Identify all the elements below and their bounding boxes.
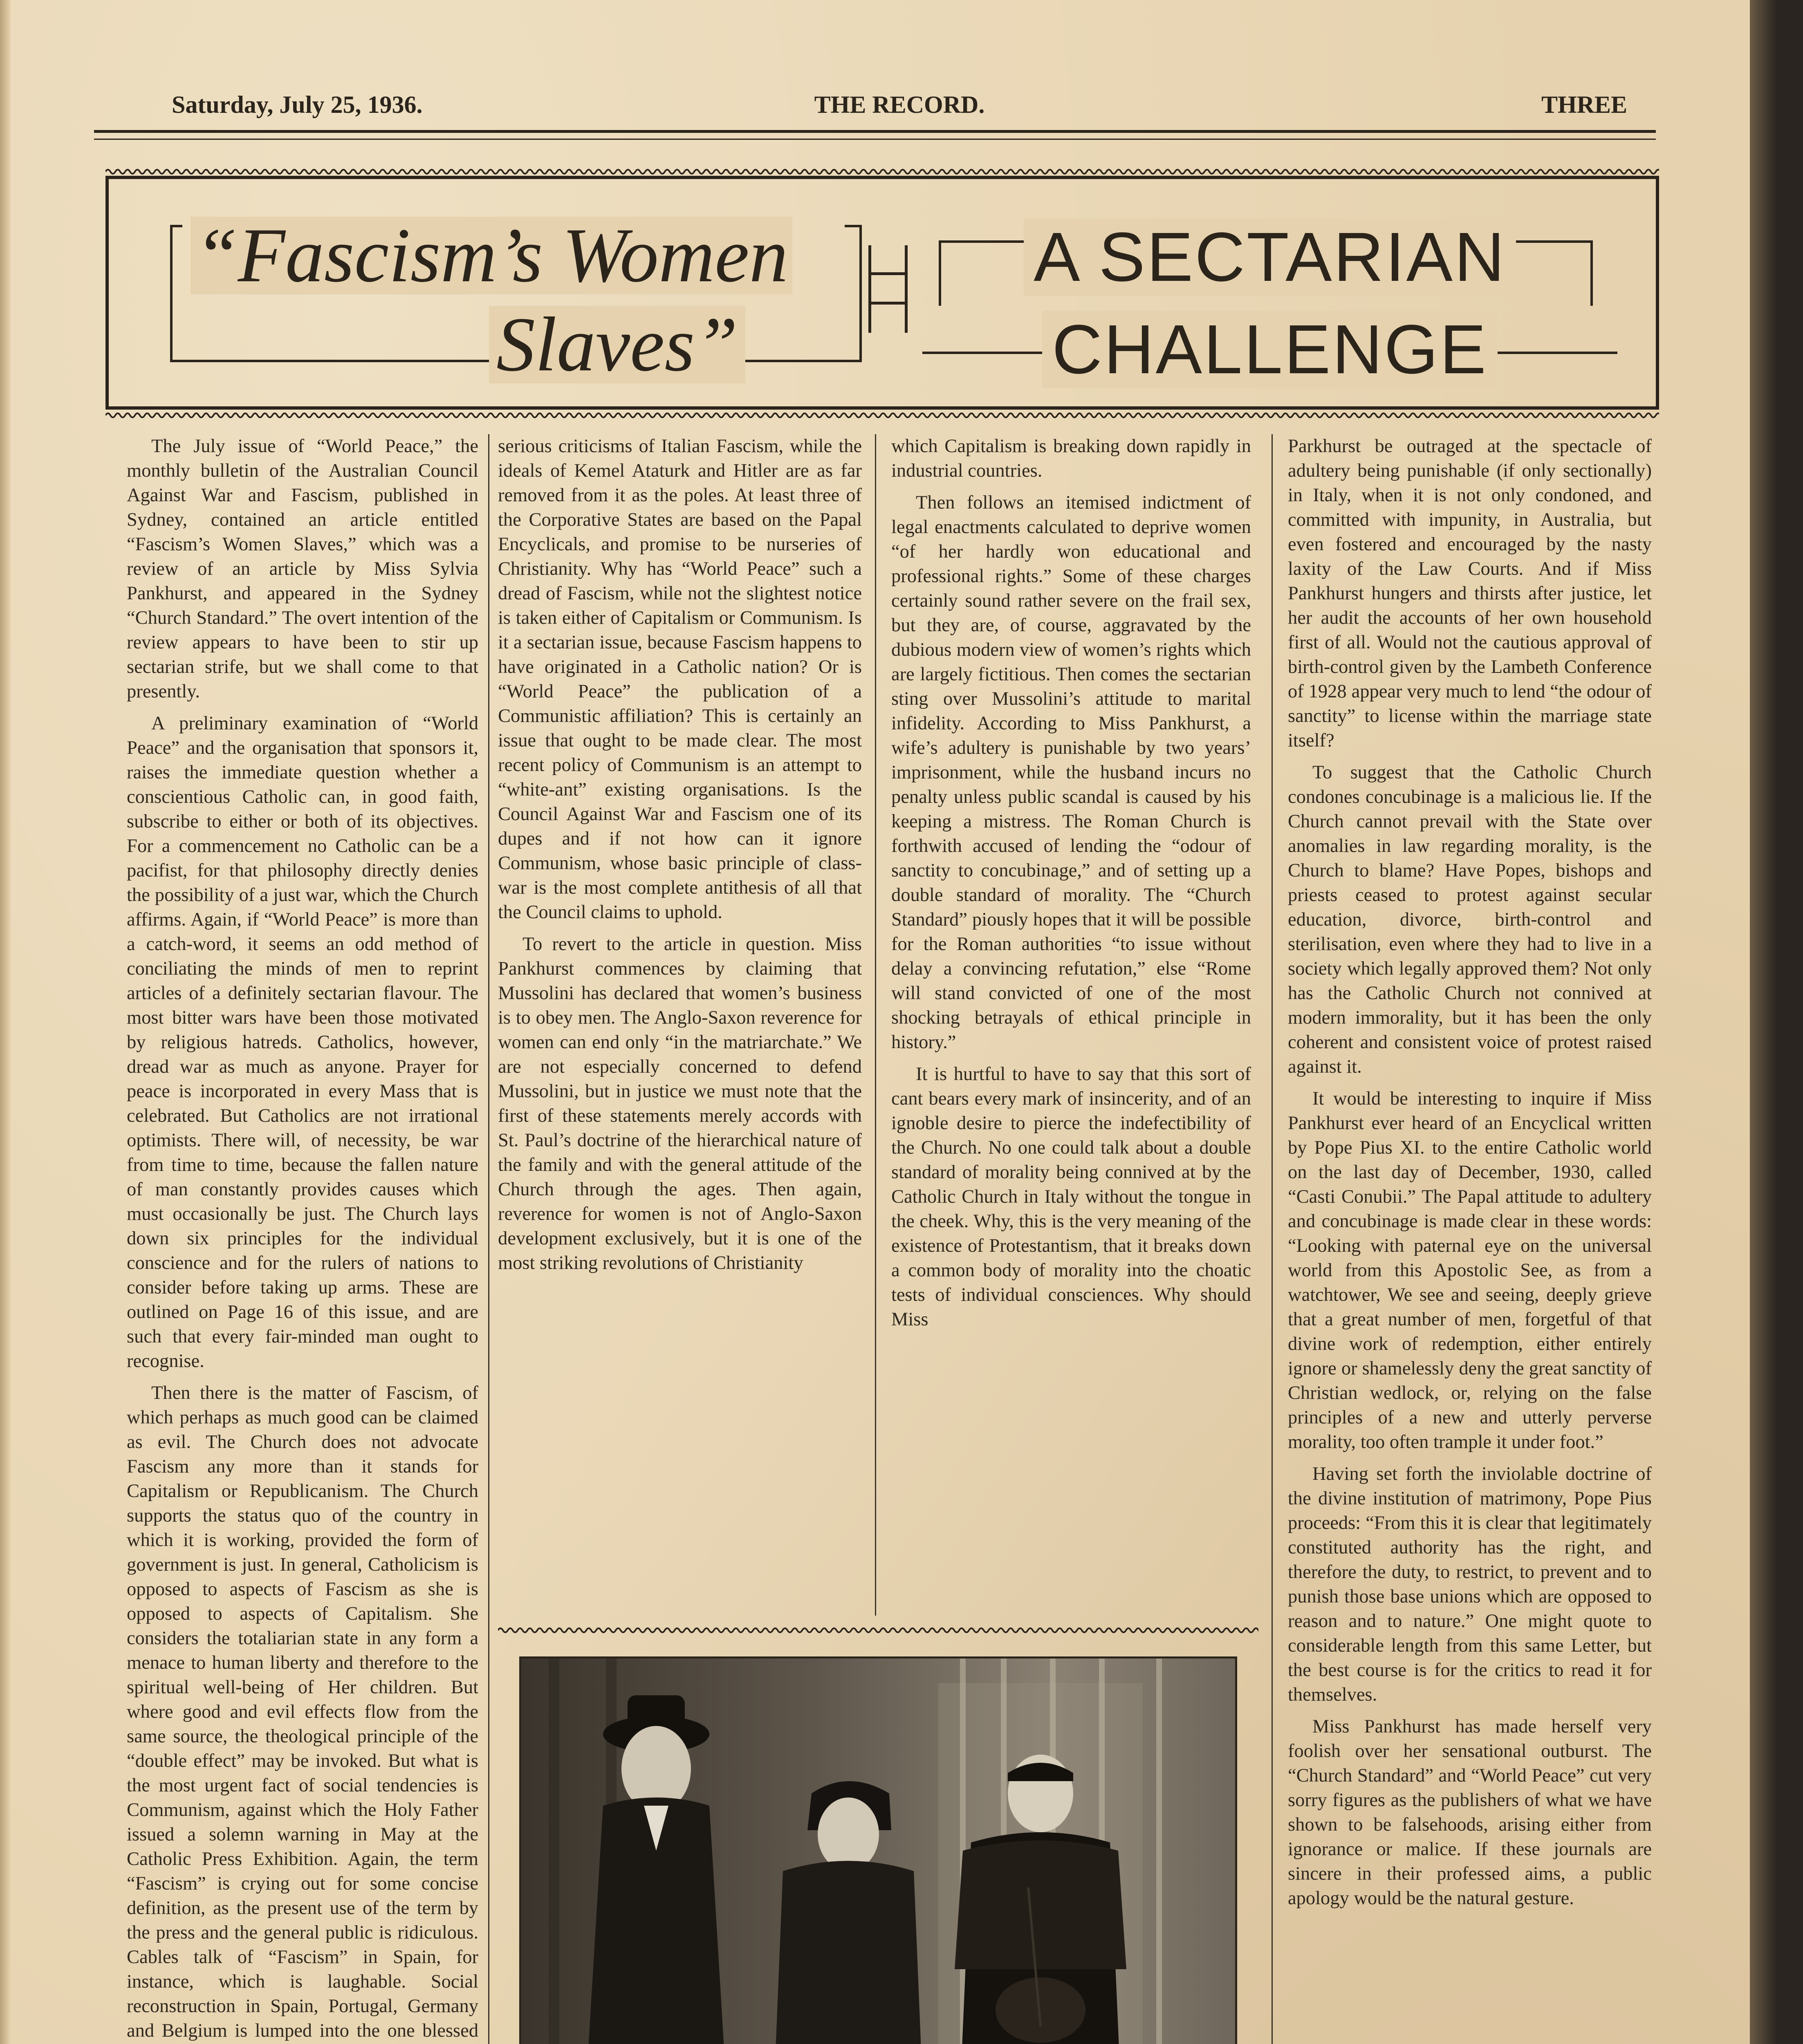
article-paragraph: Having set forth the inviolable doctrine of the divine institution of matrimony, Pope Pius proceeds: “From this it is clear that legitimately constituted authority has the right, and therefore the duty, to restrict, to prevent and to punish those base unions which are opposed to reason and to nature.” One might quote to considerable length from this same Letter, but the best course is for the critics to read it for themselves.: [1288, 1464, 1652, 1705]
newspaper-name: THE RECORD.: [814, 91, 985, 118]
article-paragraph: It would be interesting to inquire if Miss Pankhurst ever heard of an Encyclical written by Pope Pius XI. to the entire Catholic world on the last day of December, 1930, called “Casti Conubii.” The Papal attitude to adultery and concubinage is made clear in these words: “Looking with paternal eye on the universal world from this Apostolic See, as from a watchtower, We see and seeing, deeply grieve that a great number of men, forgetful of that divine work of redemption, either entirely ignore or shamelessly deny the great sanctity of Christian wedlock, or, relying on the false principles of a new and utterly perverse morality, too often trample it under foot.”: [1288, 1088, 1652, 1452]
article-column-1: [127, 434, 478, 2044]
column-rule: [1272, 434, 1273, 2044]
article-paragraph: Miss Pankhurst has made herself very foolish over her sensational outburst. The “Church Standard” and “World Peace” cut very sorry figures as the publishers of what we have shown to be falsehoods, arising either from ignorance or malice. If these journals are sincere in their professed aims, a public apology would be the natural gesture.: [1288, 1716, 1652, 1909]
article-paragraph: A preliminary examination of “World Peace” and the organisation that sponsors it, raises the immediate question whether a conscientious Catholic can, in good faith, subscribe to either or both of its objectives. For a commencement no Catholic can be a pacifist, for that philosophy directly denies the possibility of a just war, which the Church affirms. Again, if “World Peace” is more than a catch-word, it seems an odd method of conciliating the minds of men to reprint articles of a definitely sectarian flavour. The most bitter wars have been those motivated by religious hatreds. Catholics, however, dread war as much as anyone. Prayer for peace is incorporated in every Mass that is celebrated. But Catholics are not irrational optimists. There will, of necessity, be war from time to time, because the fallen nature of man constantly provides causes which must occasionally be just. The Church lays down six principles for the individual conscience and for the rulers of nations to consider before taking up arms. These are outlined on Page 16 of this issue, and are such that every fair-minded man ought to recognise.: [127, 713, 478, 1372]
headline-left-line2: Slaves”: [489, 306, 745, 383]
news-photograph: [519, 1656, 1237, 2044]
article-paragraph: which Capitalism is breaking down rapidly in industrial countries.: [891, 436, 1251, 481]
page-edge: [1750, 0, 1776, 2044]
headline-left-line1: “Fascism’s Women: [191, 217, 792, 294]
article-column-3: [891, 434, 1251, 1616]
header-rule: [94, 130, 1656, 140]
issue-date: Saturday, July 25, 1936.: [172, 91, 423, 118]
article-paragraph: To revert to the article in question. Miss Pankhurst commences by claiming that Mussolini has declared that women’s business is to obey men. The Anglo-Saxon reverence for women can end only “in the matriarchate.” We are not especially concerned to defend Mussolini, but in justice we must note that the first of these statements merely accords with St. Paul’s doctrine of the hierarchical nature of the family and with the general attitude of the Church through the ages. Then again, reverence for women is not of Anglo-Saxon development exclusively, but it is one of the most striking revolutions of Christianity: [498, 934, 862, 1273]
article-paragraph: Parkhurst be outraged at the spectacle of adultery being punishable (if only sectionally) in Italy, when it is not only condoned, and committed with impunity, in Australia, but even fostered and encouraged by the nasty laxity of the Law Courts. And if Miss Pankhurst hungers and thirsts after justice, let her audit the accounts of her own household first of all. Would not the cautious approval of birth-control given by the Lambeth Conference of 1928 appear very much to lend “the odour of sanctity” to license within the marriage state itself?: [1288, 436, 1652, 751]
headline-box: [105, 176, 1659, 410]
binding-edge: [0, 0, 11, 2044]
wavy-rule-photo: [498, 1625, 1258, 1635]
page-number: THREE: [1541, 91, 1627, 118]
article-paragraph: Then there is the matter of Fascism, of which perhaps as much good can be claimed as evil. The Church does not advocate Fascism any more than it stands for Capitalism or Republicanism. The Church supports the status quo of the country in which it is working, provided the form of government is just. In general, Catholicism is opposed to aspects of Fascism as she is opposed to aspects of Capitalism. She considers the totaliarian state in any form a menace to human liberty and therefore to the spiritual well-being of Her children. But where good and evil effects flow from the same source, the theological principle of the “double effect” may be invoked. But what is the most urgent fact of social tendencies is Communism, against which the Holy Father issued a solemn warning in May at the Catholic Press Exhibition. Again, the term “Fascism” is crying out for some concise definition, as the present use of the term by the press and the general public is ridiculous. Cables talk of “Fascism” in Spain, for instance, which is laughable. Social reconstruction in Spain, Portugal, Germany and Belgium is lumped into the one blessed: [127, 1383, 478, 2041]
article-paragraph: To suggest that the Catholic Church condones concubinage is a malicious lie. If the Church cannot prevail with the State over anomalies in law regarding morality, is the Church to blame? Have Popes, bishops and priests ceased to protest against secular education, divorce, birth-control and sterilisation, even where they had to live in a society which legally approved them? Not only has the Catholic Church not connived at modern immorality, but it has been the only coherent and consistent voice of protest raised against it.: [1288, 762, 1652, 1077]
column-rule: [488, 434, 489, 2044]
article-paragraph: serious criticisms of Italian Fascism, while the ideals of Kemel Ataturk and Hitler are as far removed from it as the poles. At least three of the Corporative States are based on the Papal Encyclicals, and promise to be nurseries of Christianity. Why has “World Peace” such a dread of Fascism, while not the slightest notice is taken either of Capitalism or Communism. Is it a sectarian issue, because Fascism happens to have originated in a Catholic nation? Or is “World Peace” the publication of a Communistic affiliation? This is certainly an issue that ought to be made clear. The most recent policy of Communism is an attempt to “white-ant” existing organisations. Is the Council Against War and Fascism one of its dupes and if not how can it ignore Communism, whose basic principle of class-war is the most complete antithesis of all that the Council claims to uphold.: [498, 436, 862, 923]
article-paragraph: Then follows an itemised indictment of legal enactments calculated to deprive women “of her hardly won educational and professional rights.” Some of these charges certainly sound rather severe on the frail sex, but they are, of course, aggravated by the dubious modern view of women’s rights which are largely fictitious. Then comes the sectarian sting over Mussolini’s attitude to marital infidelity. According to Miss Pankhurst, a wife’s adultery is punishable by two years’ imprisonment, while the husband incurs no penalty unless public scandal is caused by his keeping a mistress. The Roman Church is forthwith accused of lending the “odour of sanctity to concubinage,” and of setting up a double standard of morality. The “Church Standard” piously hopes that it will be possible for the Roman authorities “to issue without delay a convincing refutation,” else “Rome will stand convicted of one of the most shocking betrayals of ethical principle in history.”: [891, 492, 1251, 1053]
article-column-4: [1288, 434, 1652, 2044]
column-rule: [875, 434, 876, 1616]
article-column-2: [498, 434, 862, 1616]
headline-right: [922, 217, 1617, 388]
headline-left: [154, 213, 865, 388]
running-header: [172, 91, 1627, 128]
wavy-rule-top: [105, 167, 1659, 177]
wavy-rule-bottom: [105, 410, 1659, 420]
article-paragraph: The July issue of “World Peace,” the monthly bulletin of the Australian Council Against War and Fascism, published in Sydney, contained an article entitled “Fascism’s Women Slaves,” which was a review of an article by Miss Sylvia Pankhurst, and appeared in the Sydney “Church Standard.” The overt intention of the review appears to have been to stir up sectarian strife, but we shall come to that presently.: [127, 436, 478, 702]
headline-right-line2: CHALLENGE: [1042, 311, 1498, 388]
headline-right-line1: A SECTARIAN: [1024, 218, 1516, 296]
headline-connector: [868, 245, 908, 335]
article-paragraph: It is hurtful to have to say that this sort of cant bears every mark of insincerity, and of an ignoble desire to pierce the indefectibility of the Church. No one could talk about a double standard of morality being connived at by the Catholic Church in Italy without the tongue in the cheek. Why, this is the very meaning of the existence of Protestantism, that it breaks down a common body of morality into the choatic tests of individual consciences. Why should Miss: [891, 1064, 1251, 1330]
